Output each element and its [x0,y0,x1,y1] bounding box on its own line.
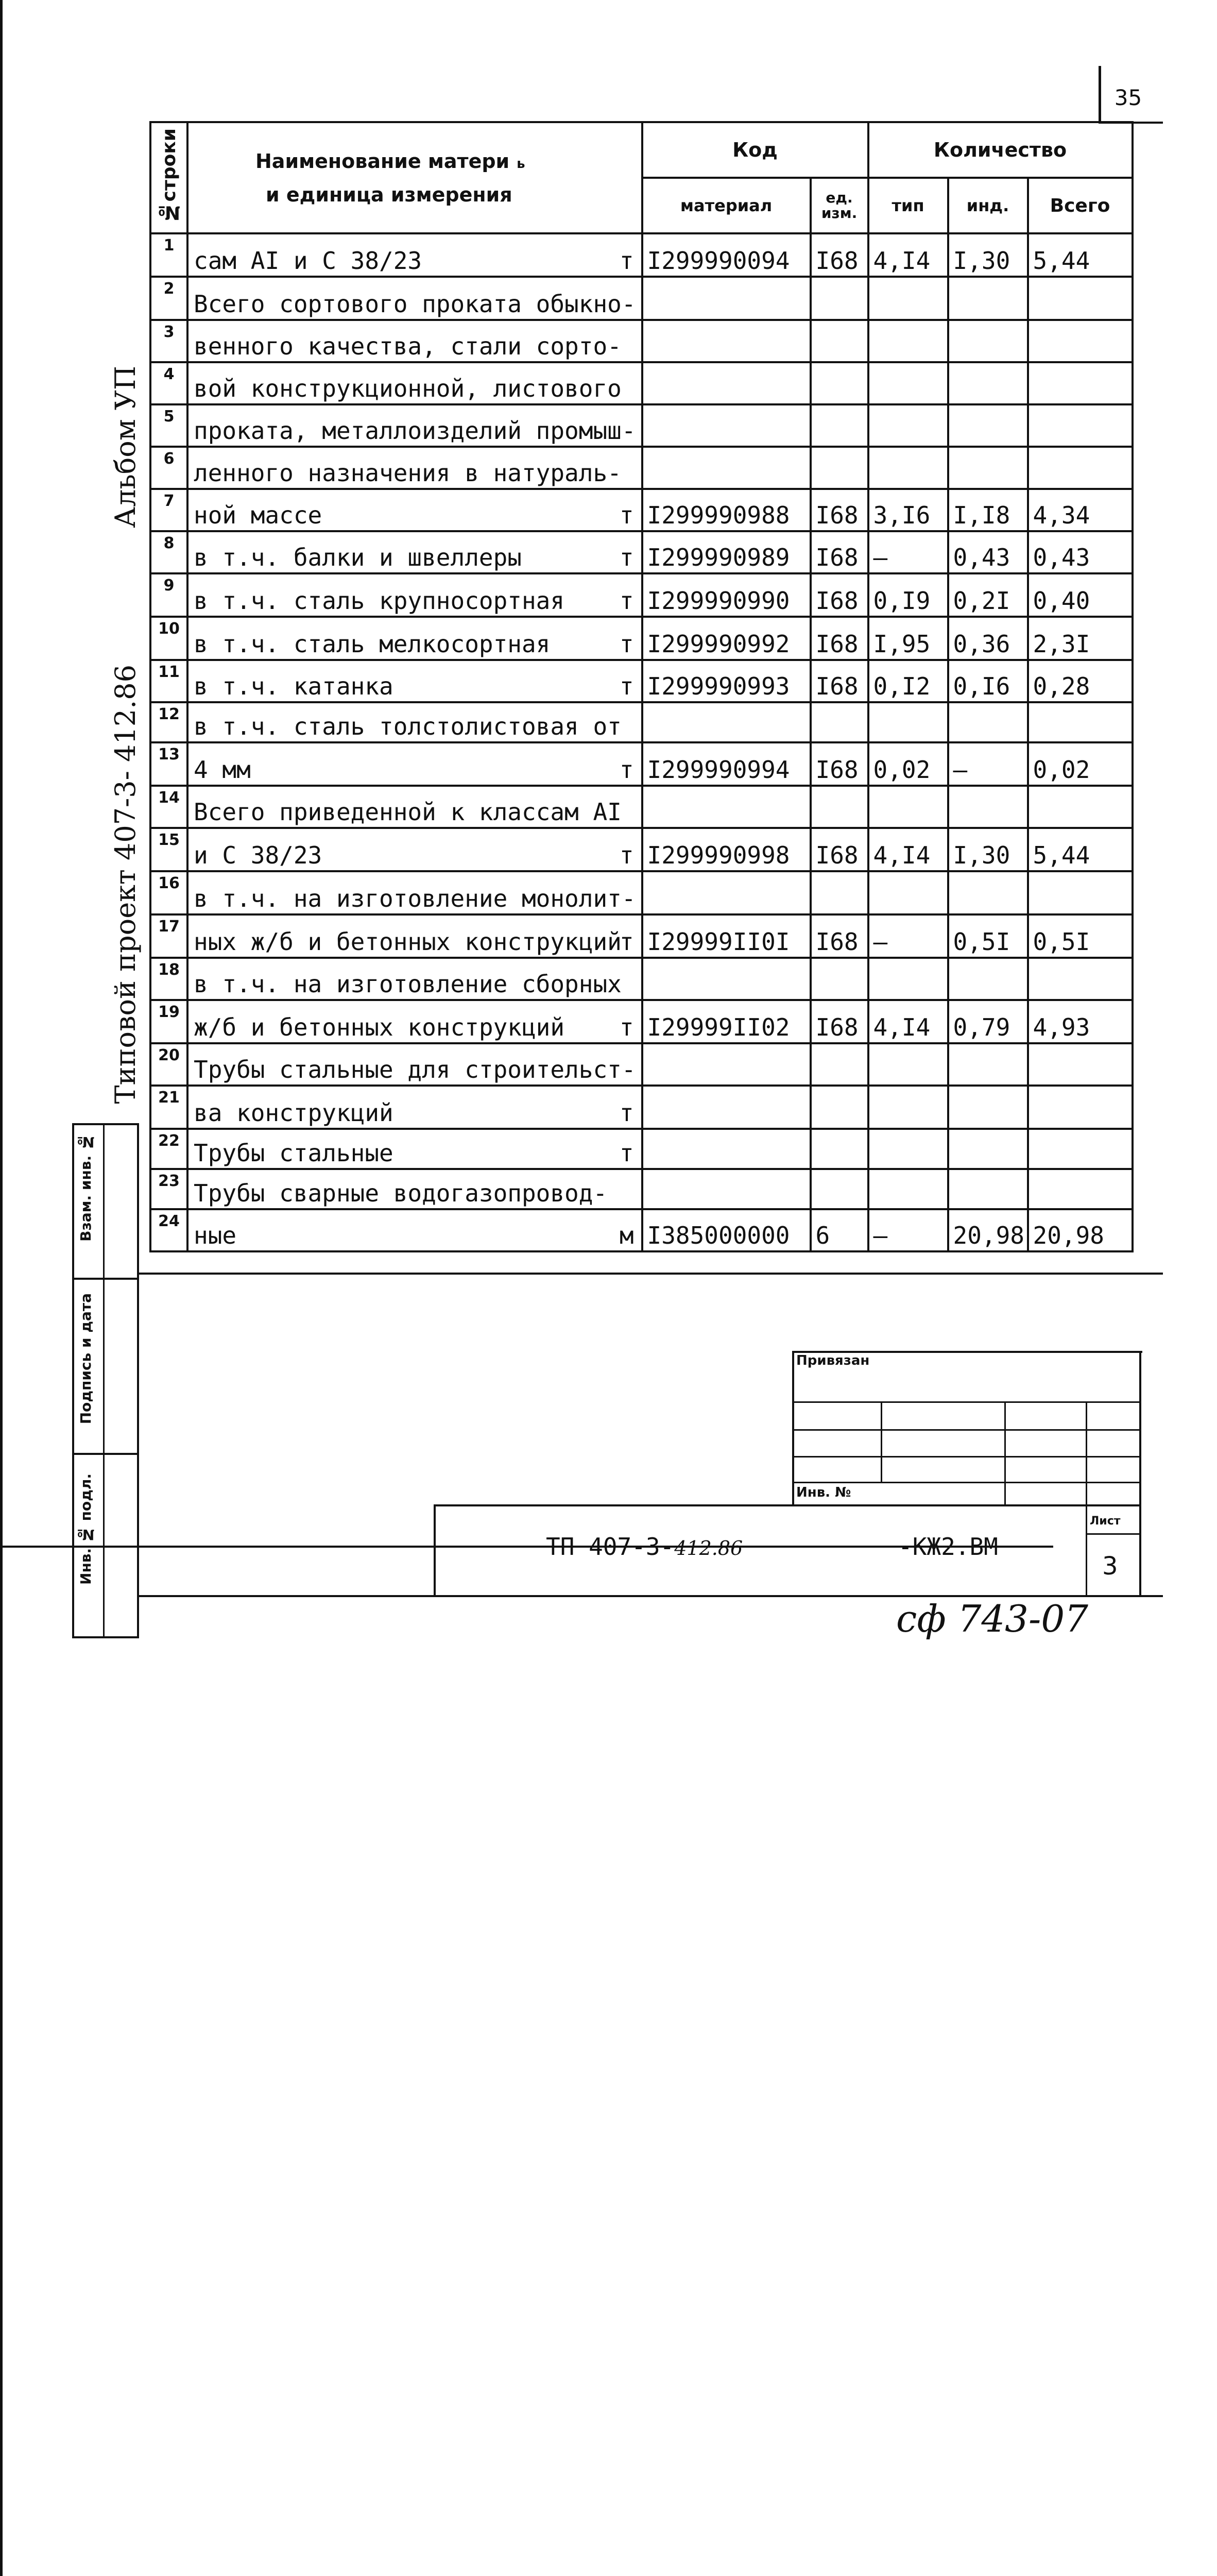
material-name-cell [187,617,642,660]
material-code-cell [642,702,811,742]
table-row [150,786,1133,828]
title-block-col-3 [1086,1401,1087,1597]
frame-right-border [0,1548,3,2576]
type-qty-cell: 0,I2 [868,660,948,702]
type-qty-cell: – [868,914,948,958]
row-number-cell: 6 [150,447,187,489]
ind-qty-cell: 0,79 [948,1000,1028,1043]
table-bottom-rule [139,1273,1163,1275]
unit-text: т [619,928,634,956]
material-name-cell [187,828,642,871]
material-name-text: Трубы стальные [194,1139,393,1167]
ind-qty-cell: 0,I6 [948,660,1028,702]
table-row [150,233,1133,277]
unit-code-cell [811,786,868,828]
inv-no-label: Инв. № [796,1485,851,1500]
material-code-cell [642,1129,811,1169]
type-qty-cell: I,95 [868,617,948,660]
material-name-text: венного качества, стали сорто- [194,332,622,360]
row-number-cell: 15 [150,828,187,871]
unit-text: т [619,247,634,275]
title-block-rule-1 [792,1401,1141,1403]
row-number-cell: 24 [150,1209,187,1251]
sheet-label: Лист [1090,1515,1121,1528]
material-name-text: в т.ч. на изготовление сборных [194,970,622,998]
material-code-cell [642,447,811,489]
table-row [150,277,1133,320]
material-name-text: сам AI и С 38/23 [194,247,422,275]
total-qty-cell: 20,98 [1028,1209,1133,1251]
table-row [150,1169,1133,1209]
row-number-cell: 22 [150,1129,187,1169]
unit-code-cell [811,958,868,1000]
material-name-text: в т.ч. сталь мелкосортная [194,630,551,658]
table-row [150,404,1133,447]
material-name-text: ные [194,1222,237,1249]
table-row [150,742,1133,786]
quantity-header: Количество [868,122,1133,178]
material-name-cell [187,277,642,320]
material-code-cell: I299990993 [642,660,811,702]
table-row [150,702,1133,742]
ind-qty-cell: 20,98 [948,1209,1028,1251]
ind-qty-cell [948,1043,1028,1086]
privyazan-label: Привязан [796,1353,870,1368]
unit-code-cell: I68 [811,914,868,958]
sheet-label-rule [1086,1533,1141,1535]
row-number-cell: 11 [150,660,187,702]
ind-header: инд. [948,178,1028,233]
unit-code-cell [811,362,868,404]
row-number-cell: 2 [150,277,187,320]
type-qty-cell [868,320,948,362]
table-row [150,828,1133,871]
material-name-text: Трубы стальные для строительст- [194,1056,636,1083]
total-qty-cell: 4,34 [1028,489,1133,531]
material-code-header: материал [642,178,811,233]
type-qty-cell [868,447,948,489]
ind-qty-cell: 0,2I [948,573,1028,617]
unit-code-cell: I68 [811,489,868,531]
unit-code-header: ед. изм. [811,178,868,233]
title-block-col-1 [881,1401,882,1482]
type-qty-cell: 0,I9 [868,573,948,617]
table-row [150,958,1133,1000]
material-name-cell [187,362,642,404]
material-name-text: ва конструкций [194,1099,393,1127]
type-qty-cell: 4,I4 [868,233,948,277]
row-number-cell: 7 [150,489,187,531]
doc-code: ТП 407-3-412.86 [546,1533,743,1561]
title-block-col-2 [1004,1401,1006,1504]
type-qty-cell [868,958,948,1000]
title-block-right-edge [1139,1351,1141,1597]
total-qty-cell: 0,5I [1028,914,1133,958]
type-qty-cell: – [868,1209,948,1251]
ind-qty-cell: I,30 [948,828,1028,871]
ind-qty-cell [948,447,1028,489]
material-name-text: проката, металлоизделий промыш- [194,417,636,445]
material-code-cell [642,404,811,447]
row-number-cell: 13 [150,742,187,786]
ind-qty-cell [948,958,1028,1000]
material-name-cell [187,447,642,489]
ind-qty-cell [948,702,1028,742]
total-qty-cell: 0,40 [1028,573,1133,617]
material-code-cell: I299990094 [642,233,811,277]
total-qty-cell [1028,871,1133,914]
ind-qty-cell: – [948,742,1028,786]
stamp-divider-2 [72,1453,139,1455]
unit-code-cell: I68 [811,828,868,871]
material-name-cell [187,489,642,531]
row-number-cell: 8 [150,531,187,573]
total-qty-cell [1028,1129,1133,1169]
ind-qty-cell [948,1129,1028,1169]
row-number-cell: 1 [150,233,187,277]
total-qty-cell [1028,362,1133,404]
row-number-cell: 20 [150,1043,187,1086]
type-qty-cell [868,1086,948,1129]
unit-text: т [619,841,634,869]
ind-qty-cell: I,30 [948,233,1028,277]
material-name-cell [187,320,642,362]
total-qty-cell [1028,702,1133,742]
total-qty-cell: 0,02 [1028,742,1133,786]
stamp-inner-divider [103,1123,105,1638]
type-qty-cell [868,362,948,404]
material-name-text: в т.ч. балки и швеллеры [194,544,522,571]
unit-code-cell [811,447,868,489]
doc-code-suffix: -КЖ2.ВМ [898,1533,998,1561]
unit-code-cell: I68 [811,617,868,660]
unit-code-cell [811,702,868,742]
material-code-cell [642,277,811,320]
ind-qty-cell: I,I8 [948,489,1028,531]
material-name-text: и С 38/23 [194,841,322,869]
material-name-cell [187,1129,642,1169]
material-code-cell: I299990992 [642,617,811,660]
material-name-text: ж/б и бетонных конструкций [194,1013,565,1041]
stamp-strip-bottom [72,1636,139,1638]
stamp-strip-right [137,1123,139,1638]
album-label: Альбом УП [109,366,142,528]
unit-code-cell: 6 [811,1209,868,1251]
material-name-cell [187,404,642,447]
material-name-cell [187,1169,642,1209]
header-row-1 [150,122,1133,178]
row-number-cell: 16 [150,871,187,914]
total-qty-cell [1028,786,1133,828]
row-number-cell: 23 [150,1169,187,1209]
total-qty-cell: 5,44 [1028,828,1133,871]
total-qty-cell [1028,1043,1133,1086]
title-block-rule-3 [792,1456,1141,1458]
ind-qty-cell [948,362,1028,404]
material-code-cell [642,1043,811,1086]
table-row [150,914,1133,958]
material-name-cell [187,1086,642,1129]
unit-code-cell [811,404,868,447]
table-row [150,1086,1133,1129]
material-name-cell [187,1209,642,1251]
row-number-cell: 4 [150,362,187,404]
material-name-cell [187,233,642,277]
total-qty-cell: 0,28 [1028,660,1133,702]
table-row [150,362,1133,404]
material-name-cell [187,871,642,914]
table-row [150,320,1133,362]
unit-text: м [619,1222,634,1249]
title-block-main-top [434,1504,1141,1506]
material-name-cell [187,531,642,573]
ind-qty-cell: 0,43 [948,531,1028,573]
ind-qty-cell [948,1086,1028,1129]
type-qty-cell: 0,02 [868,742,948,786]
row-number-cell: 3 [150,320,187,362]
unit-code-cell [811,871,868,914]
unit-code-cell: I68 [811,531,868,573]
total-qty-cell: 0,43 [1028,531,1133,573]
material-code-cell [642,1169,811,1209]
material-code-cell: I299990988 [642,489,811,531]
material-code-cell [642,871,811,914]
material-name-text: Всего сортового проката обыкно- [194,290,636,318]
name-header: Наименование матери ь и единица измерения [187,122,642,233]
ind-qty-cell [948,786,1028,828]
unit-code-cell [811,1043,868,1086]
unit-code-cell: I68 [811,660,868,702]
row-number-cell: 18 [150,958,187,1000]
type-qty-cell: 4,I4 [868,1000,948,1043]
type-qty-cell [868,404,948,447]
type-qty-cell [868,786,948,828]
unit-code-cell [811,1169,868,1209]
material-name-cell [187,1000,642,1043]
material-name-text: Трубы сварные водогазопровод- [194,1179,608,1207]
type-qty-cell [868,1043,948,1086]
unit-code-cell [811,320,868,362]
material-name-text: 4 мм [194,756,251,784]
unit-text: т [619,1013,634,1041]
type-qty-cell [868,702,948,742]
table-row [150,1129,1133,1169]
total-qty-cell [1028,320,1133,362]
total-qty-cell: 5,44 [1028,233,1133,277]
type-header: тип [868,178,948,233]
material-code-cell: I29999II0I [642,914,811,958]
table-row [150,1000,1133,1043]
sheet-value: 3 [1102,1552,1118,1581]
material-code-cell [642,786,811,828]
unit-text: т [619,587,634,615]
material-name-cell [187,660,642,702]
table-row [150,573,1133,617]
table-row [150,447,1133,489]
material-code-cell: I299990994 [642,742,811,786]
material-code-cell [642,320,811,362]
total-qty-cell [1028,404,1133,447]
material-name-text: в т.ч. сталь крупносортная [194,587,565,615]
row-number-cell: 19 [150,1000,187,1043]
material-code-cell [642,362,811,404]
unit-text: т [619,1099,634,1127]
type-qty-cell [868,871,948,914]
material-name-cell [187,702,642,742]
material-code-cell: I385000000 [642,1209,811,1251]
table-row [150,489,1133,531]
material-code-cell: I299990990 [642,573,811,617]
total-qty-cell: 2,3I [1028,617,1133,660]
stamp-strip-top [72,1123,139,1125]
unit-text: т [619,501,634,529]
table-row [150,871,1133,914]
total-header: Всего [1028,178,1133,233]
material-name-cell [187,786,642,828]
type-qty-cell [868,277,948,320]
type-qty-cell: 3,I6 [868,489,948,531]
unit-text: т [619,544,634,571]
material-code-cell: I299990998 [642,828,811,871]
material-name-cell [187,958,642,1000]
ind-qty-cell: 0,5I [948,914,1028,958]
material-name-text: в т.ч. сталь толстолистовая от [194,713,622,740]
unit-text: т [619,630,634,658]
material-name-cell [187,914,642,958]
type-qty-cell: 4,I4 [868,828,948,871]
ind-qty-cell [948,871,1028,914]
row-number-cell: 12 [150,702,187,742]
table-row [150,531,1133,573]
unit-code-cell [811,1086,868,1129]
title-block-main-left [434,1504,436,1597]
unit-code-cell: I68 [811,1000,868,1043]
stamp-strip-left [72,1123,74,1638]
row-number-cell: 9 [150,573,187,617]
type-qty-cell [868,1169,948,1209]
page-number: 35 [1114,85,1142,110]
material-name-text: ных ж/б и бетонных конструкций [194,928,622,956]
table-row [150,1209,1133,1251]
material-code-cell [642,1086,811,1129]
material-name-cell [187,573,642,617]
ind-qty-cell [948,277,1028,320]
handwritten-code: сф 743-07 [896,1597,1088,1640]
unit-code-cell [811,277,868,320]
material-code-cell: I29999II02 [642,1000,811,1043]
total-qty-cell [1028,447,1133,489]
unit-code-cell: I68 [811,573,868,617]
table-row [150,660,1133,702]
total-qty-cell: 4,93 [1028,1000,1133,1043]
ind-qty-cell [948,404,1028,447]
row-number-cell: 5 [150,404,187,447]
title-block-rule-2 [792,1429,1141,1431]
type-qty-cell: – [868,531,948,573]
material-name-text: в т.ч. катанка [194,672,393,700]
material-code-cell [642,958,811,1000]
unit-code-cell [811,1129,868,1169]
stamp-divider-1 [72,1278,139,1280]
row-number-cell: 21 [150,1086,187,1129]
material-name-cell [187,742,642,786]
title-block-rule-4 [792,1482,1141,1483]
material-name-cell [187,1043,642,1086]
stamp-signature-label: Подпись и дата [77,1293,94,1425]
code-header: Код [642,122,868,178]
total-qty-cell [1028,1086,1133,1129]
material-name-text: ленного назначения в натураль- [194,459,622,487]
row-number-cell: 14 [150,786,187,828]
material-code-cell: I299990989 [642,531,811,573]
material-name-text: в т.ч. на изготовление монолит- [194,885,636,912]
frame-top-border [0,1546,1053,1548]
unit-text: т [619,1139,634,1167]
ind-qty-cell [948,1169,1028,1209]
ind-qty-cell: 0,36 [948,617,1028,660]
total-qty-cell [1028,277,1133,320]
unit-text: т [619,672,634,700]
frame-left-border [0,0,3,1546]
stamp-inv-label: Инв. № подл. [77,1473,94,1585]
material-name-text: Всего приведенной к классам AI [194,798,622,826]
row-number-cell: 17 [150,914,187,958]
table-row [150,1043,1133,1086]
materials-table [149,121,1134,1252]
total-qty-cell [1028,958,1133,1000]
ind-qty-cell [948,320,1028,362]
unit-code-cell: I68 [811,233,868,277]
unit-text: т [619,756,634,784]
unit-code-cell: I68 [811,742,868,786]
stamp-vzam-label: Взам. инв. № [77,1133,94,1242]
total-qty-cell [1028,1169,1133,1209]
table-row [150,617,1133,660]
material-name-text: вой конструкционной, листового [194,375,622,402]
row-number-header: №строки [150,122,187,233]
type-qty-cell [868,1129,948,1169]
material-name-text: ной массе [194,501,322,529]
row-number-cell: 10 [150,617,187,660]
project-label: Типовой проект 407-3- 412.86 [109,665,142,1104]
